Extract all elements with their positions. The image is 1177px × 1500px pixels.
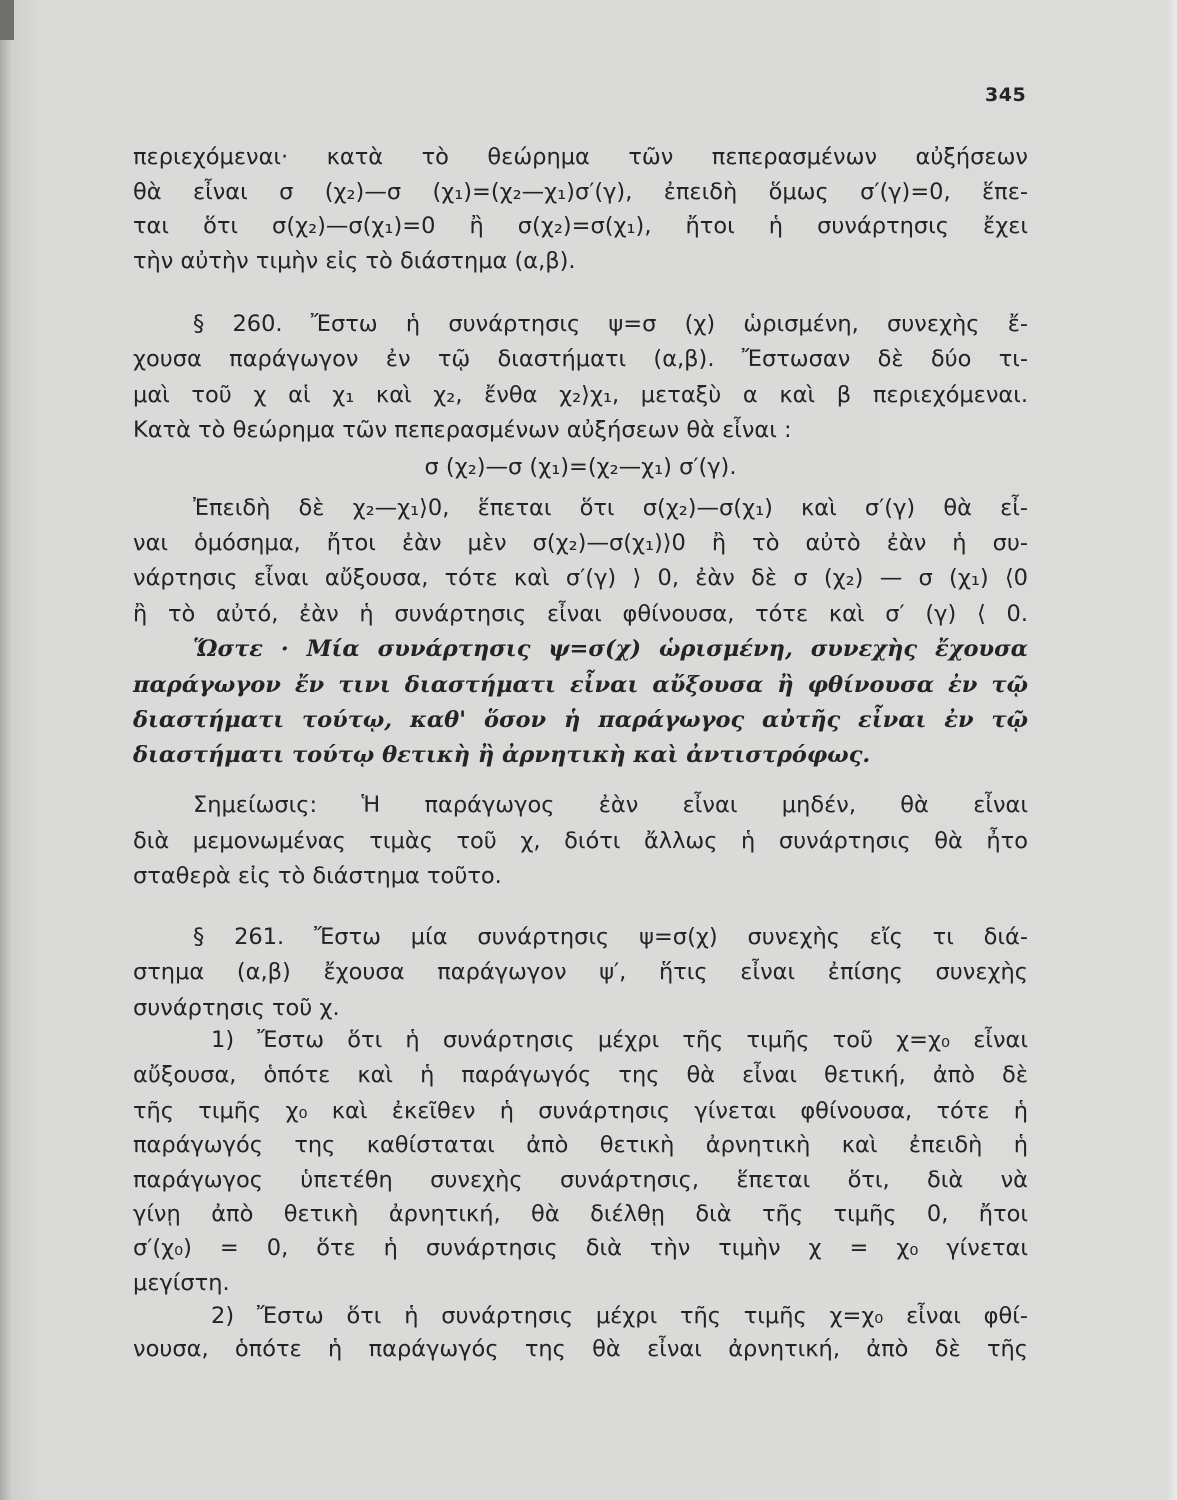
- text-line: θὰ εἶναι σ (χ₂)—σ (χ₁)=(χ₂—χ₁)σ′(γ), ἐπειδὴ ὅμως σ′(γ)=0, ἕπε-: [133, 179, 1028, 205]
- text-line: αὔξουσα, ὁπότε καὶ ἡ παράγωγός της θὰ εἶναι θετική, ἀπὸ δὲ: [133, 1062, 1028, 1088]
- section-260-heading-line: § 260. Ἔστω ἡ συνάρτησις ψ=σ (χ) ὡρισμένη, συνεχὴς ἔ-: [193, 311, 1028, 337]
- text-line: μεγίστη.: [133, 1270, 230, 1296]
- note-line: Σημείωσις: Ἡ παράγωγος ἐὰν εἶναι μηδέν, θὰ εἶναι: [193, 792, 1028, 818]
- text-line: ται ὅτι σ(χ₂)—σ(χ₁)=0 ἢ σ(χ₂)=σ(χ₁), ἤτοι ἡ συνάρτησις ἔχει: [133, 213, 1028, 239]
- equation-line: σ (χ₂)—σ (χ₁)=(χ₂—χ₁) σ′(γ).: [424, 454, 737, 480]
- text-line: γίνῃ ἀπὸ θετικὴ ἀρνητική, θὰ διέλθῃ διὰ τῆς τιμῆς 0, ἤτοι: [133, 1201, 1028, 1227]
- section-261-heading-line: § 261. Ἔστω μία συνάρτησις ψ=σ(χ) συνεχὴς εἴς τι διά-: [193, 924, 1028, 950]
- text-line: ἢ τὸ αὐτό, ἐὰν ἡ συνάρτησις εἶναι φθίνουσα, τότε καὶ σ′ (γ) ⟨ 0.: [133, 601, 1028, 627]
- text-line: στημα (α,β) ἔχουσα παράγωγον ψ′, ἥτις εἶναι ἐπίσης συνεχὴς: [133, 959, 1028, 985]
- text-line: συνάρτησις τοῦ χ.: [133, 995, 340, 1021]
- text-line: 1) Ἔστω ὅτι ἡ συνάρτησις μέχρι τῆς τιμῆς τοῦ χ=χ₀ εἶναι: [211, 1027, 1028, 1053]
- text-line: χουσα παράγωγον ἐν τῷ διαστήματι (α,β). Ἔστωσαν δὲ δύο τι-: [133, 346, 1028, 372]
- text-line: 2) Ἔστω ὅτι ἡ συνάρτησις μέχρι τῆς τιμῆς χ=χ₀ εἶναι φθί-: [211, 1303, 1028, 1329]
- text-line: σταθερὰ εἰς τὸ διάστημα τοῦτο.: [133, 863, 502, 889]
- theorem-line: διαστήματι τούτῳ θετικὴ ἢ ἀρνητικὴ καὶ ἀντιστρόφως.: [133, 742, 871, 768]
- page-number: 345: [985, 84, 1027, 106]
- page-edge: [1165, 0, 1177, 1500]
- text-line: περιεχόμεναι· κατὰ τὸ θεώρημα τῶν πεπερασμένων αὐξήσεων: [133, 144, 1028, 170]
- text-line: Κατὰ τὸ θεώρημα τῶν πεπερασμένων αὐξήσεων θὰ εἶναι :: [133, 417, 792, 443]
- text-line: διὰ μεμονωμένας τιμὰς τοῦ χ, διότι ἄλλως ἡ συνάρτησις θὰ ἦτο: [133, 828, 1028, 854]
- theorem-line: Ὥστε · Μία συνάρτησις ψ=σ(χ) ὡρισμένη, συνεχὴς ἔχουσα: [193, 636, 1028, 662]
- text-line: παράγωγος ὑπετέθη συνεχὴς συνάρτησις, ἕπεται ὅτι, διὰ νὰ: [133, 1167, 1028, 1193]
- scan-corner-shadow: [0, 0, 14, 40]
- text-line: παράγωγός της καθίσταται ἀπὸ θετικὴ ἀρνητικὴ καὶ ἐπειδὴ ἡ: [133, 1132, 1028, 1158]
- text-line: νάρτησις εἶναι αὔξουσα, τότε καὶ σ′(γ) ⟩ 0, ἐὰν δὲ σ (χ₂) — σ (χ₁) ⟨0: [133, 565, 1028, 591]
- text-line: ναι ὁμόσημα, ἤτοι ἐὰν μὲν σ(χ₂)—σ(χ₁)⟩0 ἢ τὸ αὐτὸ ἐὰν ἡ συ-: [133, 530, 1028, 556]
- theorem-line: παράγωγον ἔν τινι διαστήματι εἶναι αὔξουσα ἢ φθίνουσα ἐν τῷ: [133, 672, 1028, 698]
- text-line: τῆς τιμῆς χ₀ καὶ ἐκεῖθεν ἡ συνάρτησις γίνεται φθίνουσα, τότε ἡ: [133, 1098, 1028, 1124]
- text-line: Ἐπειδὴ δὲ χ₂—χ₁⟩0, ἕπεται ὅτι σ(χ₂)—σ(χ₁) καὶ σ′(γ) θὰ εἶ-: [193, 495, 1028, 521]
- theorem-line: διαστήματι τούτῳ, καθ' ὅσον ἡ παράγωγος αὐτῆς εἶναι ἐν τῷ: [133, 707, 1028, 733]
- text-line: σ′(χ₀) = 0, ὅτε ἡ συνάρτησις διὰ τὴν τιμὴν χ = χ₀ γίνεται: [133, 1235, 1028, 1261]
- text-line: τὴν αὐτὴν τιμὴν εἰς τὸ διάστημα (α,β).: [133, 248, 576, 274]
- text-line: νουσα, ὁπότε ἡ παράγωγός της θὰ εἶναι ἀρνητική, ἀπὸ δὲ τῆς: [133, 1336, 1028, 1362]
- text-line: μαὶ τοῦ χ αἱ χ₁ καὶ χ₂, ἔνθα χ₂⟩χ₁, μεταξὺ α καὶ β περιεχόμεναι.: [133, 382, 1028, 408]
